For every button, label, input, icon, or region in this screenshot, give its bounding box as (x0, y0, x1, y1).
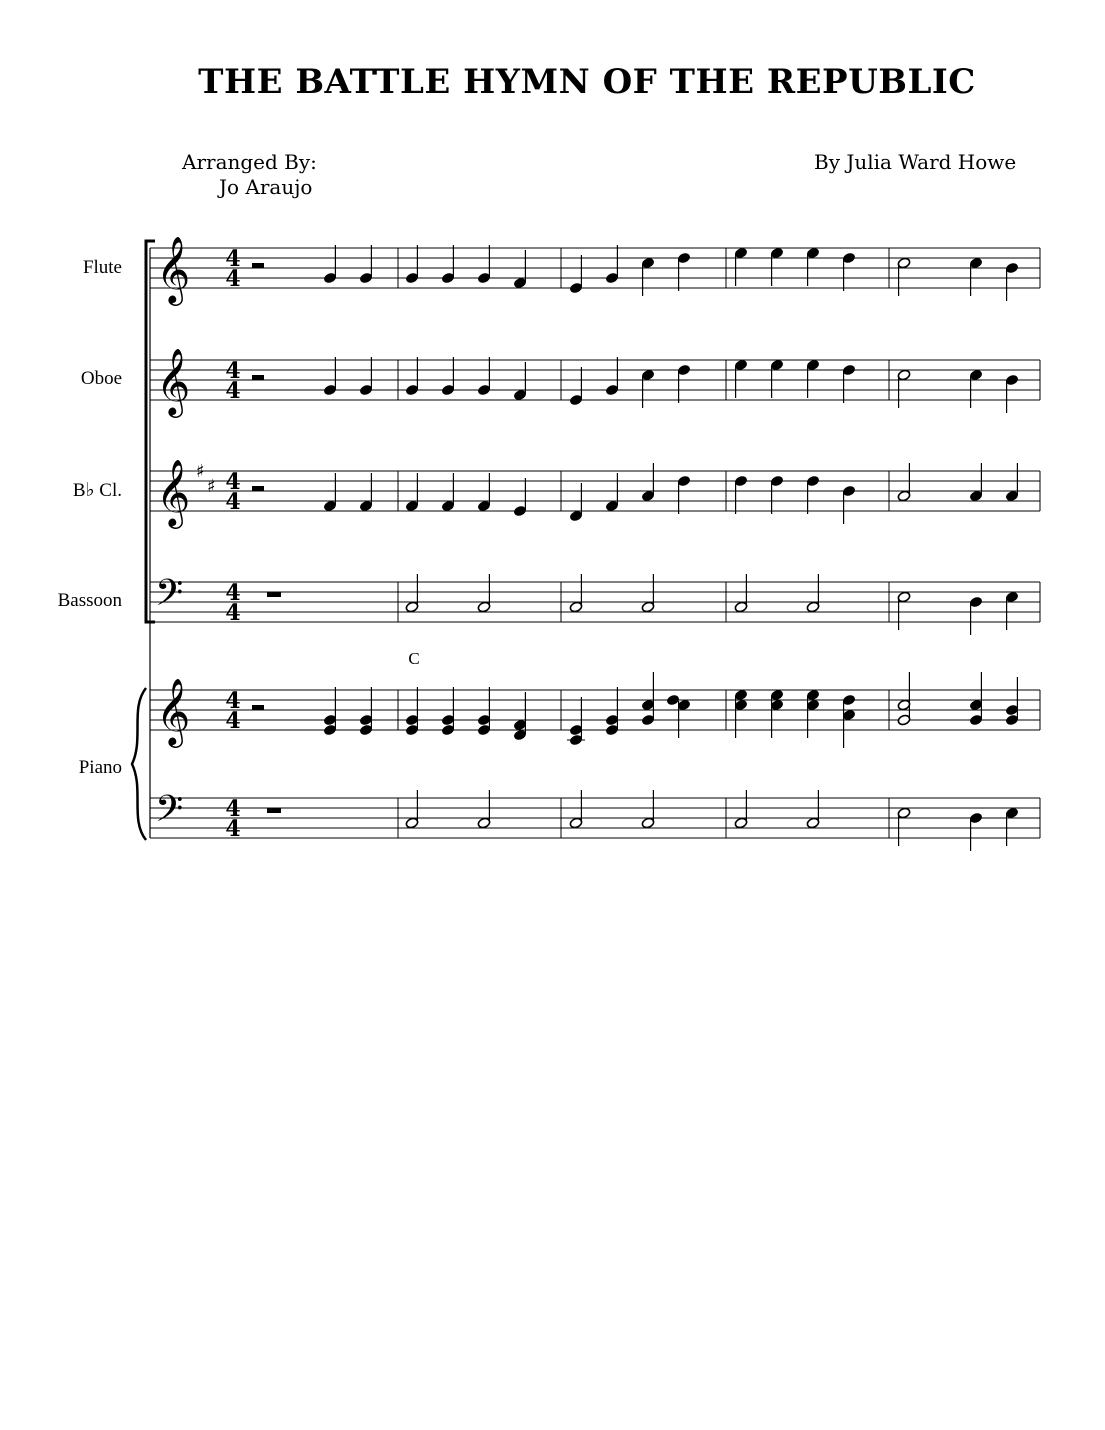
treble-clef: 𝄞 (156, 347, 191, 415)
time-signature-bottom: 4 (225, 708, 241, 734)
treble-clef: 𝄞 (156, 458, 191, 526)
half-rest (252, 263, 264, 268)
time-signature-top: 4 (225, 469, 241, 495)
instrument-label: Bassoon (57, 590, 122, 611)
chord-symbol: C (408, 649, 420, 668)
instrument-label: B♭ Cl. (72, 480, 122, 501)
half-rest (252, 486, 264, 491)
arranged-by-label: Arranged By: (182, 150, 317, 174)
key-signature-sharp: ♯ (196, 461, 205, 482)
whole-rest (267, 592, 281, 597)
whole-rest (267, 808, 281, 813)
time-signature-bottom: 4 (225, 378, 241, 404)
half-rest (252, 375, 264, 380)
time-signature-top: 4 (225, 688, 241, 714)
score-title: THE BATTLE HYMN OF THE REPUBLIC (198, 62, 976, 102)
piano-brace (132, 688, 146, 840)
arranger-name: Jo Araujo (219, 175, 313, 199)
half-rest (252, 705, 264, 710)
time-signature-bottom: 4 (225, 600, 241, 626)
time-signature-top: 4 (225, 246, 241, 272)
instrument-label: Oboe (80, 368, 122, 389)
time-signature-top: 4 (225, 580, 241, 606)
instrument-label: Flute (82, 257, 122, 278)
instrument-label: Piano (78, 757, 122, 778)
bass-clef: 𝄢 (155, 572, 184, 623)
time-signature-bottom: 4 (225, 266, 241, 292)
time-signature-bottom: 4 (225, 816, 241, 842)
time-signature-top: 4 (225, 796, 241, 822)
composer-credit: By Julia Ward Howe (814, 150, 1017, 174)
bass-clef: 𝄢 (155, 788, 184, 839)
time-signature-top: 4 (225, 358, 241, 384)
time-signature-bottom: 4 (225, 489, 241, 515)
key-signature-sharp: ♯ (207, 476, 216, 497)
treble-clef: 𝄞 (156, 235, 191, 303)
treble-clef: 𝄞 (156, 677, 191, 745)
quarter-note (666, 694, 680, 706)
